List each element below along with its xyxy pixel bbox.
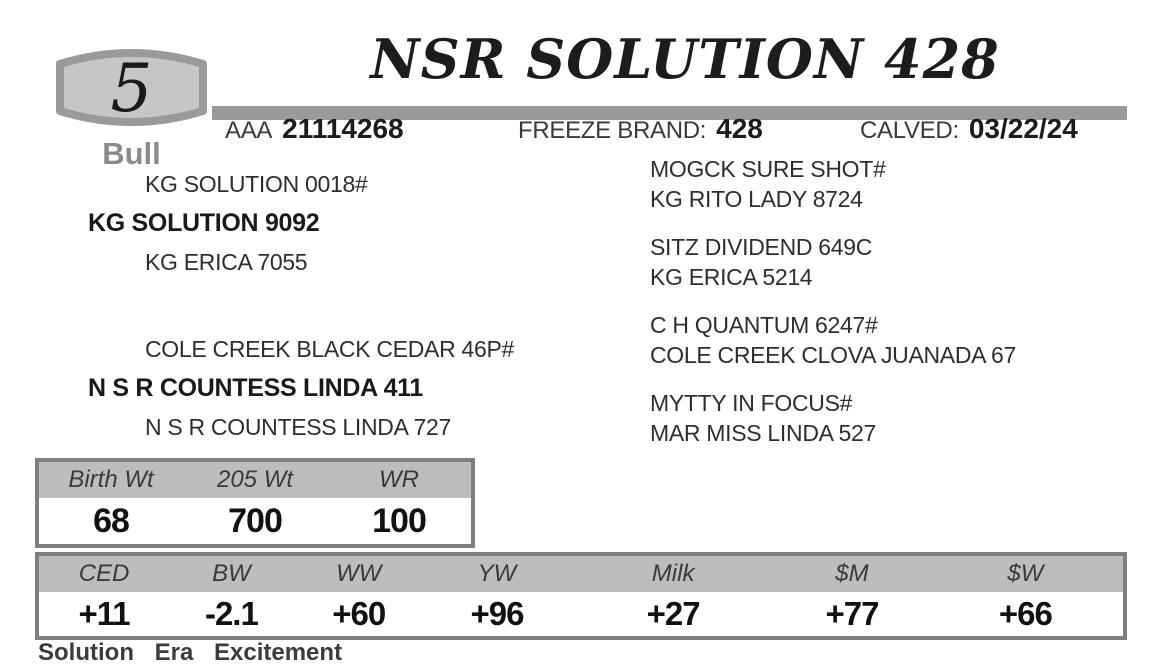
info-row (0, 113, 1162, 149)
lot-number: 5 (110, 49, 153, 127)
calved-date: 03/22/24 (968, 113, 1078, 144)
ancestor-name: KG ERICA 5214 (650, 264, 813, 290)
ancestor-pair (650, 232, 1162, 292)
epd-value-cell: +60 (332, 595, 386, 632)
freeze-brand-value: 428 (716, 113, 763, 144)
weights-table-values (39, 498, 471, 544)
ancestor-name: C H QUANTUM 6247# (650, 312, 878, 338)
ancestor-name: MAR MISS LINDA 527 (650, 420, 876, 446)
dam-granddam: N S R COUNTESS LINDA 727 (145, 414, 451, 440)
ancestor-name: MOGCK SURE SHOT# (650, 156, 886, 182)
registration-number: 21114268 (282, 113, 404, 144)
epd-header-cell: Milk (651, 560, 695, 587)
epd-header-cell: YW (477, 560, 517, 587)
ancestor-pair (650, 310, 1162, 370)
weights-header-cell: 205 Wt (216, 466, 294, 493)
ancestor-name: MYTTY IN FOCUS# (650, 390, 853, 416)
epd-header-cell: CED (78, 560, 130, 587)
sire-name: KG SOLUTION 9092 (88, 209, 320, 237)
weights-value-cell: 100 (372, 502, 426, 540)
sire-granddam: KG ERICA 7055 (145, 249, 308, 275)
ancestor-name: COLE CREEK CLOVA JUANADA 67 (650, 342, 1016, 368)
epd-table (35, 552, 1127, 640)
dam-name: N S R COUNTESS LINDA 411 (88, 374, 423, 402)
registration (225, 113, 404, 145)
weights-value-cell: 68 (93, 502, 129, 540)
calved-label: CALVED: (860, 117, 959, 144)
epd-header-cell: WW (336, 560, 382, 587)
epd-header-cell: $M (835, 560, 869, 587)
freeze-brand (518, 113, 763, 145)
epd-value-cell: +27 (646, 595, 700, 632)
registration-label: AAA (225, 117, 273, 144)
epd-value-cell: +96 (470, 595, 524, 632)
weights-table (35, 458, 475, 548)
footer-note-clipped: Solution Era Excitement (38, 639, 343, 666)
freeze-brand-label: FREEZE BRAND: (518, 117, 707, 144)
ancestor-pair (650, 388, 1162, 448)
epd-value-cell: -2.1 (204, 595, 258, 632)
epd-table-header (39, 556, 1123, 592)
epd-value-cell: +11 (78, 595, 130, 632)
calved (860, 113, 1078, 145)
pedigree-left-column (88, 166, 648, 446)
ancestor-pair (650, 154, 1162, 214)
dam-grandsire: COLE CREEK BLACK CEDAR 46P# (145, 336, 514, 362)
ancestor-name: SITZ DIVIDEND 649C (650, 234, 873, 260)
epd-value-cell: +77 (825, 595, 879, 632)
weights-header-cell: Birth Wt (68, 466, 154, 493)
epd-header-cell: $W (1007, 560, 1044, 587)
epd-table-values (39, 592, 1123, 636)
weights-value-cell: 700 (228, 502, 282, 540)
epd-value-cell: +66 (998, 595, 1052, 632)
ancestor-name: KG RITO LADY 8724 (650, 186, 863, 212)
epd-header-cell: BW (212, 560, 251, 587)
weights-header-cell: WR (379, 466, 419, 493)
pedigree-right-column (650, 154, 1162, 466)
sire-grandsire: KG SOLUTION 0018# (145, 171, 368, 197)
pedigree-gap (88, 281, 648, 331)
lot-sex-label: Bull (102, 136, 161, 171)
weights-table-header (39, 462, 471, 498)
animal-name-title: NSR SOLUTION 428 (370, 27, 1000, 91)
